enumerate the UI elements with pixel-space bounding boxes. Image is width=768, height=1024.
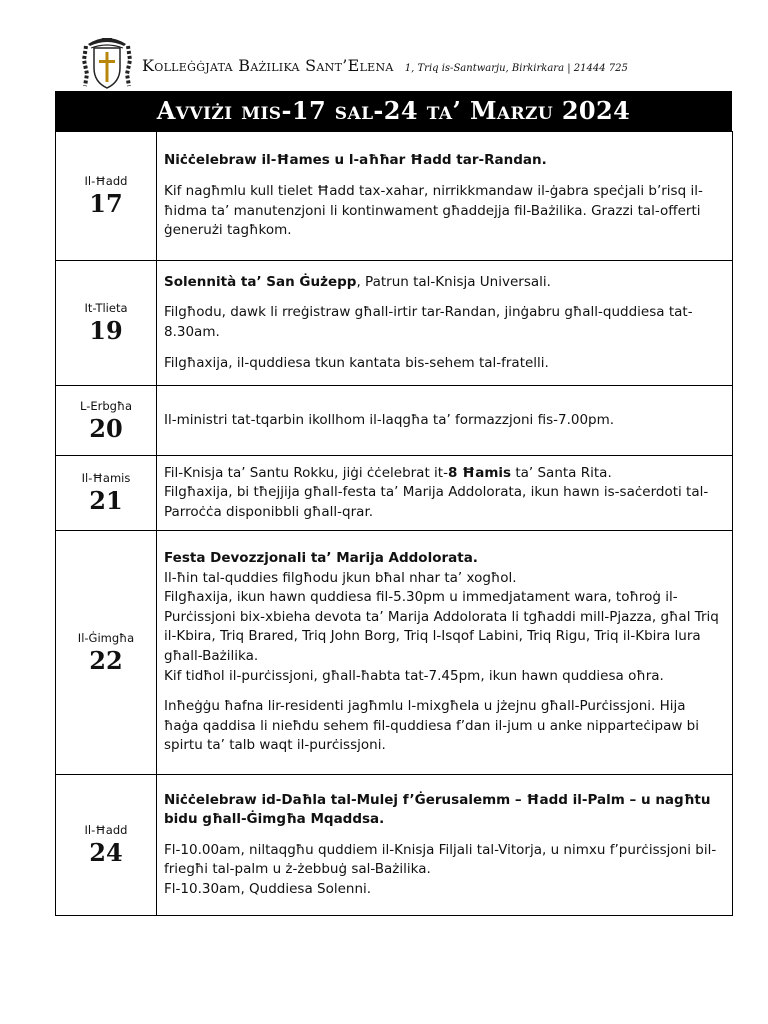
table-row [56, 456, 733, 531]
day-heading: Solennità ta’ San Ġużepp [164, 273, 357, 290]
day-cell [56, 775, 157, 916]
day-paragraph: Filgħaxija, il-quddiesa tkun kantata bis-sehem tal-fratelli. [164, 354, 549, 371]
day-cell [56, 531, 157, 775]
day-number: 20 [89, 413, 123, 443]
day-content [157, 261, 733, 386]
day-paragraph: Filgħaxija, ikun hawn quddiesa fil-5.30pm u immedjatament wara, toħroġ il-Purċissjoni bix-xbieha devota ta’ Marija Addolorata li tgħaddi mill-Pjazza, għal Triq il-Kbira, Triq Brared, Triq John Borg, Triq l-Isqof Labini, Triq Rigu, Triq il-Kbira lura għall-Bażilika. [164, 589, 719, 664]
table-row [56, 261, 733, 386]
day-paragraph: Inħeġġu ħafna lir-residenti jagħmlu l-mixgħela u jżejnu għall-Purċissjoni. Hija ħaġa qaddisa li nieħdu sehem fil-quddiesa f’dan il-jum u anke nipparteċipaw bi spirtu ta’ talb waqt il-purċissjoni. [164, 698, 700, 754]
day-paragraph: Il-ħin tal-quddies filgħodu jkun bħal nhar ta’ xogħol. [164, 569, 517, 586]
day-paragraph: Filgħodu, dawk li rreġistraw għall-irtir tar-Randan, jinġabru għall-quddiesa tat-8.30am. [164, 304, 693, 340]
day-cell [56, 456, 157, 531]
day-cell [56, 386, 157, 456]
day-paragraph: Fl-10.30am, Quddiesa Solenni. [164, 880, 372, 897]
day-text: , Patrun tal-Knisja Universali. [356, 273, 551, 290]
day-content [157, 132, 733, 261]
org-line [142, 56, 628, 75]
day-highlight: 8 Ħamis [447, 464, 512, 481]
day-content [157, 775, 733, 916]
day-paragraph: Kif nagħmlu kull tielet Ħadd tax-xahar, nirrikkmandaw il-ġabra speċjali b’risq il-ħidma ta’ manutenzjoni li kontinwament għaddejja fil-Bażilika. Grazzi tal-offerti ġenerużi tagħkom. [164, 182, 703, 239]
day-number: 24 [89, 838, 123, 867]
day-name: Il-Ħamis [81, 471, 131, 485]
day-paragraph: Il-ministri tat-tqarbin ikollhom il-laqgħa ta’ formazzjoni fis-7.00pm. [164, 411, 615, 428]
day-text: ta’ Santa Rita. [511, 464, 612, 481]
day-name: Il-Ħadd [84, 823, 128, 837]
table-row [56, 386, 733, 456]
day-paragraph: Filgħaxija, bi tħejjija għall-festa ta’ Marija Addolorata, ikun hawn is-saċerdoti tal-Parroċċa disponibbli għall-qrar. [164, 484, 709, 520]
day-name: L-Erbgħa [80, 398, 132, 413]
org-address: 1, Triq is-Santwarju, Birkirkara | 21444 725 [404, 63, 628, 74]
day-number: 21 [89, 486, 123, 515]
day-name: Il-Ġimgħa [77, 630, 135, 645]
day-number: 19 [89, 316, 123, 345]
day-content [157, 456, 733, 531]
day-heading: Niċċelebraw il-Ħames u l-aħħar Ħadd tar-Randan. [164, 152, 547, 169]
day-number: 22 [89, 645, 123, 675]
day-heading: Festa Devozzjonali ta’ Marija Addolorata. [164, 550, 478, 567]
day-paragraph [164, 464, 724, 484]
day-name: Il-Ħadd [84, 174, 128, 188]
day-cell [56, 261, 157, 386]
day-number: 17 [89, 189, 123, 218]
day-text: Fil-Knisja ta’ Santu Rokku, jiġi ċċelebrat it- [164, 464, 448, 481]
day-name: It-Tlieta [84, 301, 128, 315]
org-name: Kolleġġjata Bażilika Sant’Elena [142, 56, 394, 75]
day-cell [56, 132, 157, 261]
coat-of-arms-icon [80, 34, 134, 90]
day-paragraph: Fl-10.00am, niltaqgħu quddiem il-Knisja Filjali tal-Vitorja, u nimxu f’purċissjoni bil-friegħi tal-palm u ż-żebbuġ sal-Bażilika. [164, 841, 717, 878]
day-paragraph [164, 273, 724, 293]
table-row [56, 775, 733, 916]
day-content [157, 386, 733, 456]
day-paragraph: Kif tidħol il-purċissjoni, għall-ħabta tat-7.45pm, ikun hawn quddiesa oħra. [164, 667, 664, 684]
day-heading: Niċċelebraw id-Daħla tal-Mulej f’Ġerusalemm – Ħadd il-Palm – u nagħtu bidu għall-Ġimgħa Mqaddsa. [164, 791, 711, 828]
schedule-table [55, 131, 733, 916]
table-row [56, 132, 733, 261]
table-row [56, 531, 733, 775]
day-content [157, 531, 733, 775]
page-title: Avviżi mis-17 sal-24 ta’ Marzu 2024 [55, 91, 732, 131]
header [80, 34, 720, 90]
